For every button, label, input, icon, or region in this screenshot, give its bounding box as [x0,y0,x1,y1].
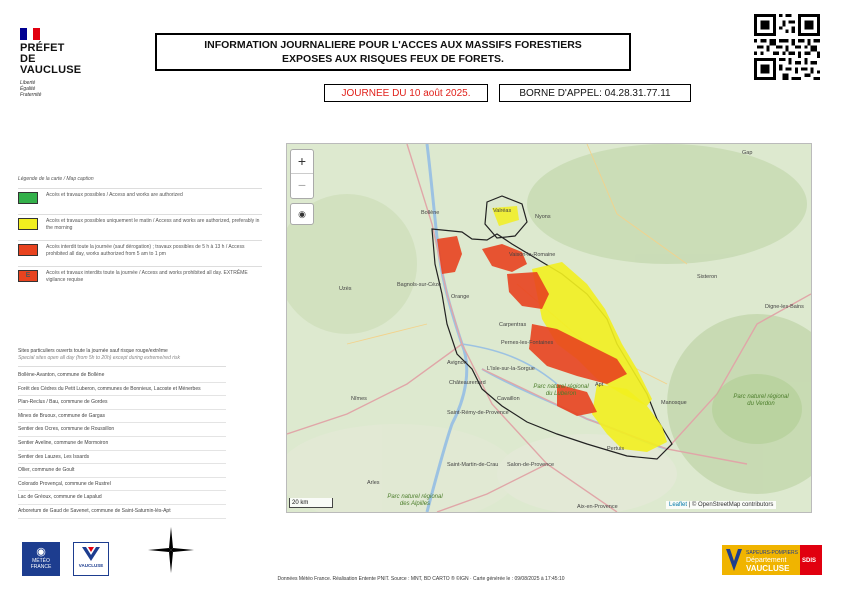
zoom-control [290,149,314,199]
legend-swatch-red [18,244,38,256]
town-label: Gap [742,150,753,156]
town-label: Saint-Rémy-de-Provence [447,410,509,416]
map-scale: 20 km [289,498,333,508]
special-sites-list [18,348,226,519]
town-label: Manosque [661,400,687,406]
leaflet-link[interactable]: Leaflet [669,502,688,508]
borne-box: BORNE D'APPEL: 04.28.31.77.11 [499,84,691,102]
map-legend [18,176,262,292]
title-box [155,33,631,71]
town-label: Carpentras [499,322,527,328]
meteo-line2: FRANCE [30,564,52,570]
special-site-item: Ollier, commune de Goult [18,464,226,478]
legend-swatch-yellow [18,218,38,230]
town-label: L'Isle-sur-la-Sorgue [487,366,535,372]
town-label: Orange [451,294,470,300]
town-label: Pernes-les-Fontaines [501,340,554,346]
legend-row-green [18,188,262,214]
legend-text-yellow: Accès et travaux possibles uniquement le matin / Access and works are authorized, preferably in the morning [46,218,260,231]
zoom-out-button[interactable]: − [297,177,307,193]
vaucluse-logo-label: VAUCLUSE [78,563,104,568]
town-label: Pertuis [607,446,625,452]
date-box: JOURNEE DU 10 août 2025. [324,84,488,102]
motto-liberte: Liberté [20,80,36,86]
meteo-line1: MÉTÉO [32,558,50,564]
title-line2: EXPOSES AUX RISQUES FEUX DE FORETS. [282,53,504,65]
town-label: Apt [595,382,604,388]
motto-egalite: Égalité [20,86,36,92]
qr-code-icon[interactable] [754,14,820,80]
town-label: Sisteron [697,274,718,280]
legend-text-extreme: Accès et travaux interdits toute la journée / Access and works prohibited all day. EXTRÊME vigilance requise [46,270,248,283]
special-site-item: Sentier des Ocres, commune de Roussillon [18,423,226,437]
town-label: Châteaurenard [449,380,486,386]
special-site-item: Lac de Gréoux, commune de Lapalud [18,491,226,505]
legend-row-yellow [18,214,262,240]
department-logo-text: Département [746,557,787,564]
vaucluse-logo [73,542,109,576]
town-label: Aix-en-Provence [577,504,618,510]
town-label: Vaison-la-Romaine [509,252,556,258]
legend-swatch-extreme: E [18,270,38,282]
map-canvas[interactable] [287,144,811,512]
map-attribution: Leaflet | © OpenStreetMap contributors [666,501,776,509]
town-label: Nîmes [351,396,367,402]
prefecture-name-line1: PRÉFET [20,42,65,54]
town-label: Arles [367,480,380,486]
legend-row-red [18,240,262,266]
title-line1: INFORMATION JOURNALIERE POUR L'ACCES AUX MASSIFS FORESTIERS [204,39,582,51]
prefecture-logo [20,28,100,98]
town-label: Bollène [421,210,440,216]
department-logo-text: VAUCLUSE [746,564,790,573]
compass-rose-icon [148,527,194,573]
special-site-item: Sentier Aveline, commune de Mormoiron [18,437,226,451]
map-view[interactable] [286,143,812,513]
legend-text-red: Accès interdit toute la journée (sauf dérogation) ; travaux possibles de 5 h à 13 h / Access prohibited all day, works authorized from 5 am to 1 pm [46,244,245,257]
meteo-france-logo: ◉ MÉTÉO FRANCE [22,542,60,576]
town-label: Cavaillon [497,396,520,402]
zoom-in-button[interactable]: + [291,150,313,174]
special-site-item: Mines de Bruoux, commune de Gargas [18,410,226,424]
prefecture-name-line2: DE VAUCLUSE [20,53,82,76]
legend-text-green: Accès et travaux possibles / Access and works are authorized [46,192,183,198]
department-logo-text: SDIS [802,558,817,564]
park-label: Parc naturel régional du Luberon [533,384,589,397]
v-logo-icon [81,546,101,562]
locate-icon[interactable]: ◉ [290,203,314,225]
town-label: Valréas [493,208,512,214]
special-site-item: Colorado Provençal, commune de Rustrel [18,478,226,492]
legend-swatch-green [18,192,38,204]
source-note: Données Météo France. Réalisation Entente PNIT. Source : MNT, BD CARTO ® ©IGN · Carte générée le : 09/08/2025 à 17:45:10 [277,576,565,582]
special-site-item: Plan-Reclus / Bau, commune de Gordes [18,396,226,410]
town-label: Nyons [535,214,551,220]
motto-fraternite: Fraternité [20,92,42,98]
special-site-item: Arboretum de Gaud de Savenet, commune de Saint-Saturnin-lès-Apt [18,505,226,519]
department-logo-text: SAPEURS-POMPIERS [746,550,798,556]
legend-row-extreme [18,266,262,292]
sites-header-en: Special sites open all day (from 5h to 20h) except during extreme/red risk [18,355,181,361]
osm-attribution[interactable]: © OpenStreetMap contributors [691,502,774,508]
town-label: Salon-de-Provence [507,462,555,468]
park-label: Parc naturel régional du Verdon [733,394,789,407]
department-logo [722,545,822,575]
town-label: Uzès [339,286,352,292]
town-label: Bagnols-sur-Cèze [397,282,442,288]
special-site-item: Forêt des Cèdres du Petit Luberon, communes de Bonnieux, Lacoste et Ménerbes [18,383,226,397]
special-site-item: Sentier des Lauzes, Les Issards [18,451,226,465]
town-label: Avignon [447,360,467,366]
french-flag-icon [20,28,40,40]
town-label: Saint-Martin-de-Crau [447,462,499,468]
park-label: Parc naturel régional des Alpilles [387,494,443,507]
special-site-item: Bollène-Avanton, commune de Bollène [18,369,226,383]
legend-title: Légende de la carte / Map caption [18,176,94,182]
town-label: Digne-les-Bains [765,304,804,310]
sites-header: Sites particuliers ouverts toute la journée sauf risque rouge/extrême [18,348,168,354]
